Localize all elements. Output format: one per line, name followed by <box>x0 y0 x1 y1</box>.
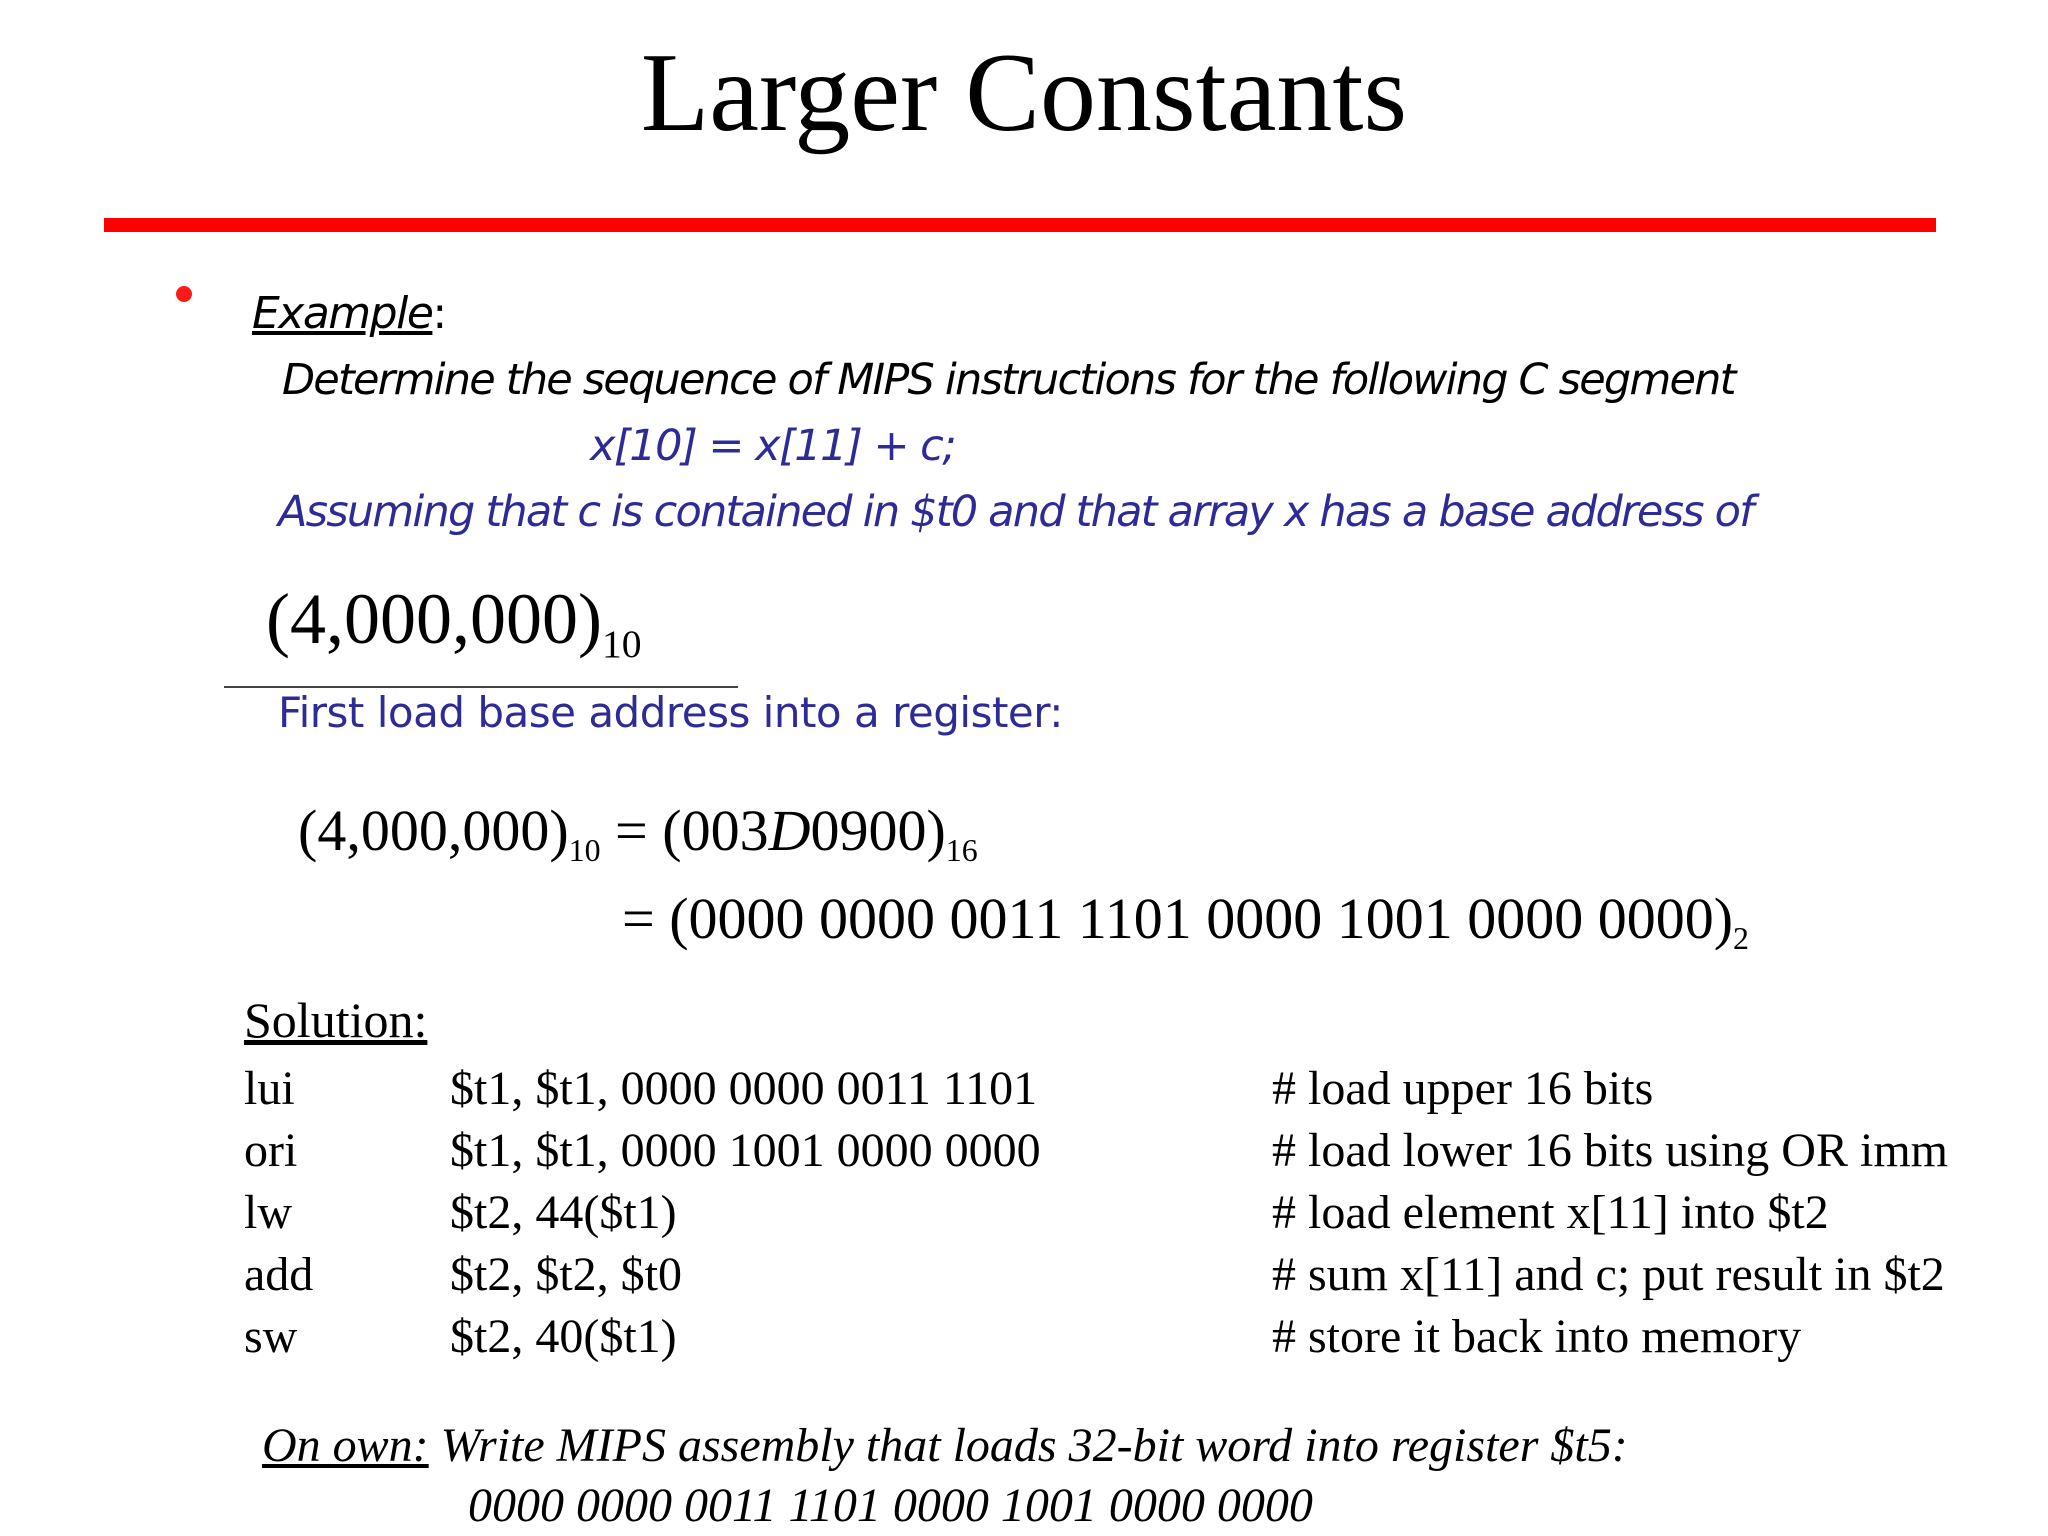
c-code-segment: x[10] = x[11] + c; <box>590 421 956 471</box>
hex-open: (003 <box>662 798 769 863</box>
instruction-row <box>244 1244 2024 1306</box>
example-label-text: Example <box>252 288 433 339</box>
decimal-subscript: 10 <box>568 833 601 869</box>
instruction-opcode: lui <box>244 1062 295 1115</box>
instruction-operands: $t2, 44($t1) <box>450 1186 677 1239</box>
instruction-row <box>244 1306 2024 1368</box>
hex-close: 0900) <box>810 798 946 863</box>
hex-digit-d: D <box>768 798 811 863</box>
instruction-row <box>244 1182 2024 1244</box>
example-label <box>252 286 446 342</box>
exercise-prompt <box>262 1416 1628 1476</box>
instruction-comment: # sum x[11] and c; put result in $t2 <box>1272 1248 1945 1301</box>
instruction-row <box>244 1120 2024 1182</box>
exercise-text: Write MIPS assembly that loads 32-bit word into register $t5: <box>428 1419 1628 1472</box>
bullet-dot-icon <box>176 286 192 302</box>
instruction-comment: # store it back into memory <box>1272 1310 1802 1363</box>
instruction-comment: # load element x[11] into $t2 <box>1272 1186 1829 1239</box>
base-address-subscript: 10 <box>601 621 642 666</box>
instruction-opcode: lw <box>244 1186 292 1239</box>
slide-title: Larger Constants <box>640 31 1408 155</box>
title-divider <box>104 218 1936 232</box>
instruction-operands: $t1, $t1, 0000 0000 0011 1101 <box>450 1062 1038 1115</box>
solution-heading: Solution: <box>244 992 428 1048</box>
instruction-operands: $t1, $t1, 0000 1001 0000 0000 <box>450 1124 1041 1177</box>
exercise-word: 0000 0000 0011 1101 0000 1001 0000 0000 <box>468 1479 1313 1532</box>
instruction-opcode: add <box>244 1248 314 1301</box>
instruction-opcode: ori <box>244 1124 298 1177</box>
assumption-text: Assuming that c is contained in $t0 and that array x has a base address of <box>278 487 1753 537</box>
decimal-to-hex-equation <box>298 796 978 886</box>
binary-value: (0000 0000 0011 1101 0000 1001 0000 0000) <box>669 886 1734 951</box>
instruction-operands: $t2, 40($t1) <box>450 1310 677 1363</box>
binary-subscript: 2 <box>1733 921 1749 957</box>
instruction-comment: # load lower 16 bits using OR imm <box>1272 1124 1948 1177</box>
instruction-comment: # load upper 16 bits <box>1272 1062 1654 1115</box>
instruction-row <box>244 1058 2024 1120</box>
conversion-intro: First load base address into a register: <box>278 688 1063 737</box>
binary-equation <box>622 884 1749 974</box>
base-address-value <box>266 574 642 689</box>
instruction-opcode: sw <box>244 1310 298 1363</box>
instruction-operands: $t2, $t2, $t0 <box>450 1248 683 1301</box>
equals-sign-2: = <box>622 886 655 951</box>
equals-sign: = <box>615 798 648 863</box>
problem-statement: Determine the sequence of MIPS instructions for the following C segment <box>282 355 1735 405</box>
example-colon: : <box>432 288 446 339</box>
exercise-label: On own: <box>262 1419 429 1472</box>
hex-subscript: 16 <box>945 833 978 869</box>
base-address-number: (4,000,000) <box>266 579 602 659</box>
decimal-value: (4,000,000) <box>298 798 569 863</box>
